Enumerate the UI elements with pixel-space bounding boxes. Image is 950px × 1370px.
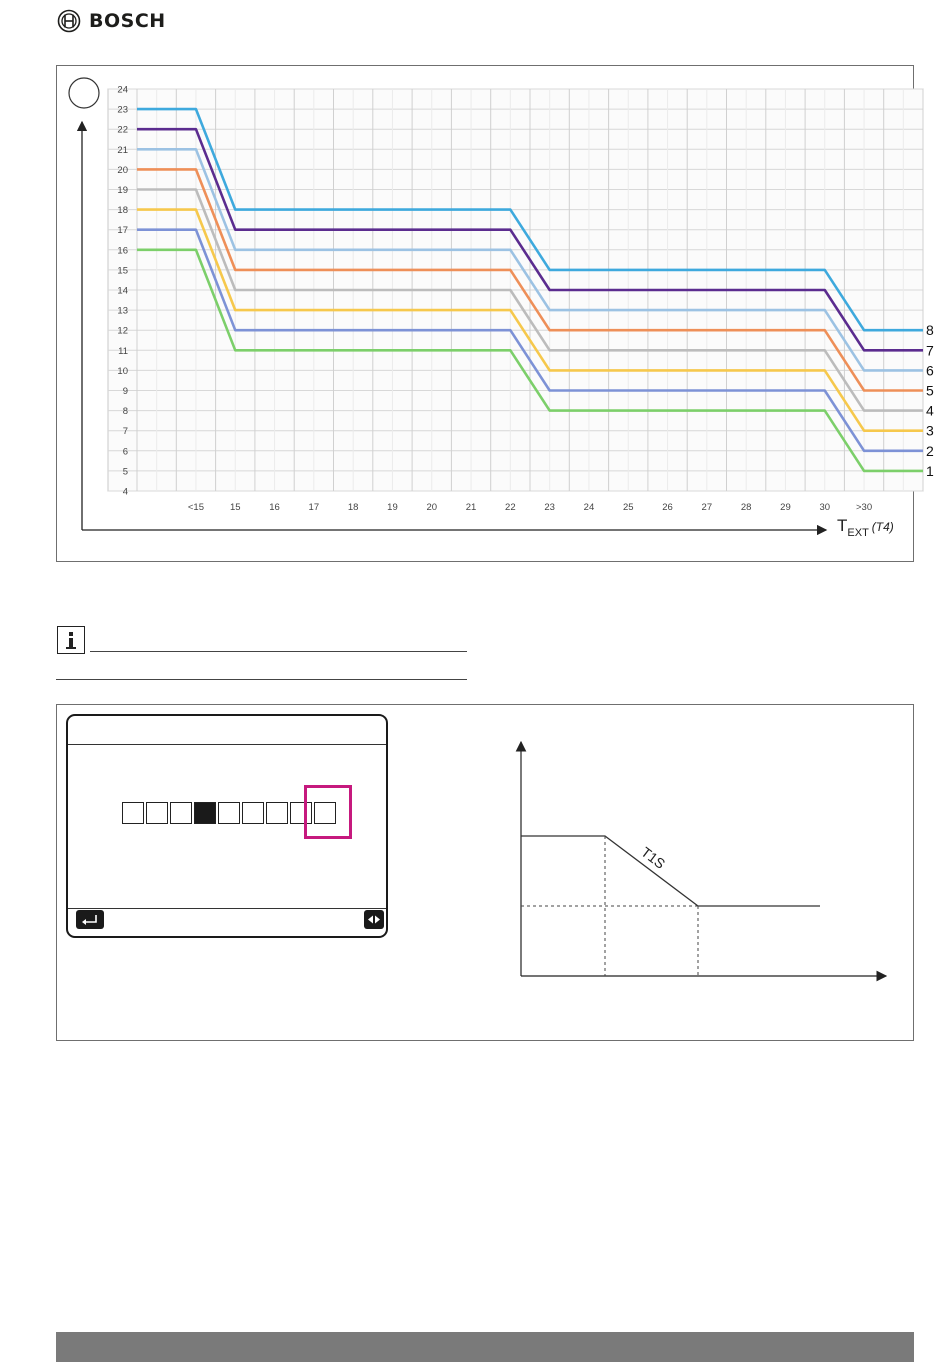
y-tick-label: 8	[122, 406, 128, 418]
series-label: 1	[926, 462, 934, 479]
y-tick-label: 19	[117, 185, 128, 196]
figure-callout-circle	[69, 78, 99, 108]
display-header-separator	[68, 744, 386, 745]
x-tick-label: 29	[780, 502, 791, 513]
display-footer-separator	[68, 908, 386, 909]
y-tick-label: 4	[122, 486, 128, 498]
left-right-arrows-icon	[364, 910, 384, 929]
segment-cell	[146, 802, 168, 824]
left-right-key[interactable]	[364, 910, 384, 929]
t1s-diagram	[500, 730, 900, 990]
y-tick-label: 23	[117, 104, 128, 116]
brand-name: BOSCH	[89, 10, 166, 32]
x-axis-label: $T_{EXT}$ $^{(T4)}$	[837, 516, 894, 539]
y-tick-label: 18	[117, 205, 128, 217]
segment-cell	[194, 802, 216, 824]
x-tick-label: 16	[269, 502, 280, 513]
segment-cell	[266, 802, 288, 824]
series-labels	[926, 322, 934, 479]
y-tick-label: 5	[122, 466, 128, 478]
footer-bar	[56, 1332, 914, 1362]
x-tick-label: 20	[426, 502, 438, 513]
series-label: 3	[926, 422, 934, 439]
y-tick-label: 6	[122, 446, 128, 458]
controller-display	[66, 714, 388, 938]
x-tick-label: 15	[229, 502, 241, 513]
x-tick-label: 23	[544, 502, 555, 513]
segment-cell	[170, 802, 192, 824]
x-tick-label: 24	[583, 502, 595, 513]
info-icon	[57, 626, 85, 654]
y-tick-label: 17	[117, 225, 128, 237]
y-tick-label: 14	[117, 285, 128, 297]
series-label: 4	[926, 402, 934, 419]
x-tick-label: 27	[701, 502, 713, 513]
t1s-label: T1S	[638, 843, 669, 872]
segment-cell	[122, 802, 144, 824]
y-tick-label: 9	[122, 386, 128, 397]
x-tick-label: 22	[505, 502, 516, 513]
x-tick-label: 21	[465, 502, 477, 513]
enter-icon	[76, 910, 104, 929]
y-tick-label: 10	[117, 365, 128, 377]
x-tick-labels	[188, 502, 872, 513]
t1s-curve	[521, 836, 820, 906]
x-tick-label: 25	[622, 502, 634, 513]
series-label: 5	[926, 382, 934, 399]
segment-cell	[242, 802, 264, 824]
y-tick-label: 21	[117, 144, 128, 156]
y-tick-label: 24	[117, 84, 128, 96]
enter-key[interactable]	[76, 910, 104, 929]
info-divider-bottom	[56, 679, 467, 680]
y-tick-label: 12	[117, 325, 128, 337]
y-tick-label: 22	[117, 124, 128, 136]
x-tick-label: 30	[819, 502, 831, 513]
x-tick-label: 19	[387, 502, 398, 513]
y-tick-label: 7	[122, 426, 128, 438]
x-tick-label: >30	[855, 502, 873, 513]
x-tick-label: <15	[187, 502, 205, 513]
y-tick-label: 16	[117, 245, 128, 257]
y-tick-label: 11	[118, 345, 128, 357]
series-label: 6	[926, 362, 934, 379]
segment-cell	[218, 802, 240, 824]
y-tick-label: 20	[117, 164, 128, 176]
series-label: 7	[926, 342, 934, 359]
heating-curve-chart	[0, 0, 950, 600]
x-tick-label: 28	[740, 502, 752, 513]
y-tick-label: 13	[117, 305, 128, 317]
x-tick-label: 26	[662, 502, 673, 513]
info-divider-top	[90, 651, 467, 652]
x-tick-label: 18	[347, 502, 359, 513]
x-tick-label: 17	[308, 502, 320, 513]
y-tick-label: 15	[117, 265, 128, 277]
series-label: 2	[926, 442, 934, 459]
selection-highlight	[304, 785, 352, 839]
series-label: 8	[926, 322, 934, 339]
